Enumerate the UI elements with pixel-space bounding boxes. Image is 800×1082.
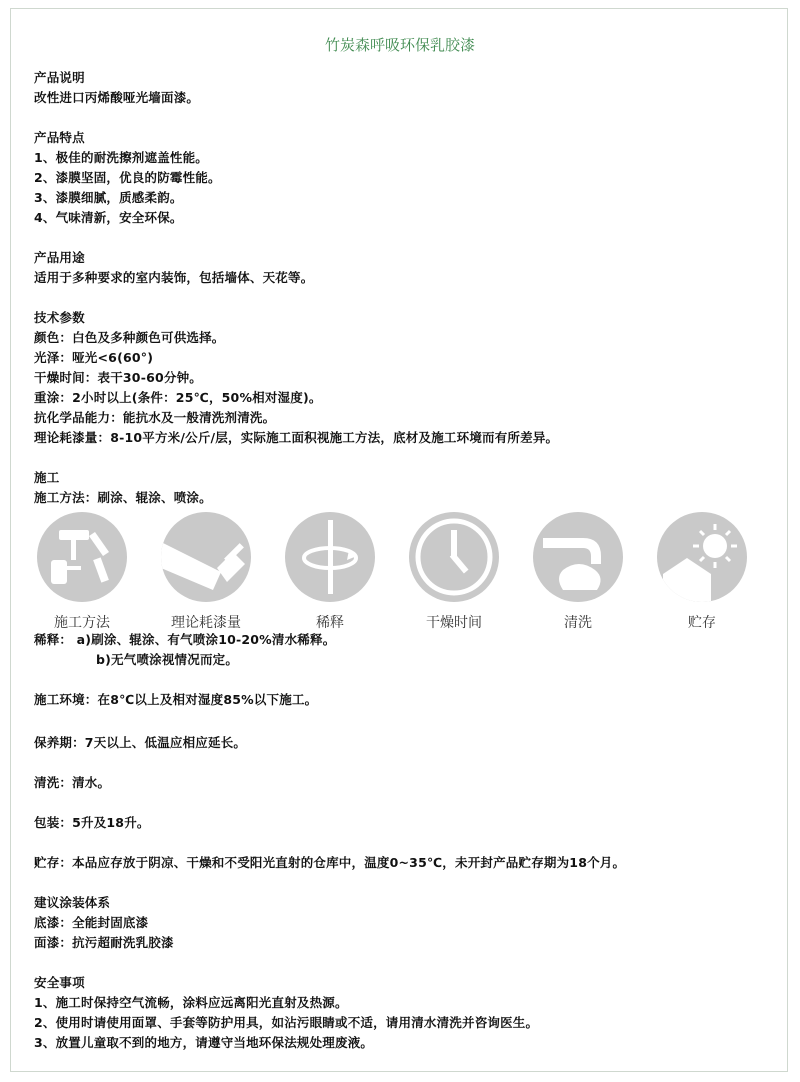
icon-item xyxy=(160,512,252,631)
paint-tools-icon xyxy=(37,512,127,602)
icon-label: 施工方法 xyxy=(54,615,110,631)
text-line: 清洗：清水。 xyxy=(34,775,111,790)
icon-item xyxy=(408,512,500,631)
icon-item xyxy=(284,512,376,631)
text-line: 1、施工时保持空气流畅，涂料应远离阳光直射及热源。 xyxy=(34,995,348,1010)
heading-system: 建议涂装体系 xyxy=(34,895,111,910)
icon-item xyxy=(656,512,748,631)
icon-label: 理论耗漆量 xyxy=(171,615,241,631)
text-line: 施工方法：刷涂、辊涂、喷涂。 xyxy=(34,490,212,505)
text-line: b)无气喷涂视情况而定。 xyxy=(96,652,239,667)
icon-label: 贮存 xyxy=(688,615,716,631)
text-line: 2、漆膜坚固，优良的防霉性能。 xyxy=(34,170,221,185)
icon-label: 清洗 xyxy=(564,615,592,631)
text-line: 光泽：哑光<6(60°) xyxy=(34,350,154,365)
faucet-icon xyxy=(533,512,623,602)
icon-item xyxy=(532,512,624,631)
text-line: 保养期：7天以上、低温应相应延长。 xyxy=(34,735,247,750)
page-title: 竹炭森呼吸环保乳胶漆 xyxy=(324,36,475,54)
text-line: 贮存：本品应存放于阴凉、干燥和不受阳光直射的仓库中，温度0~35℃，未开封产品贮存期为18个月。 xyxy=(34,855,626,870)
text-line: 颜色：白色及多种颜色可供选择。 xyxy=(34,330,225,345)
clock-icon xyxy=(409,512,499,602)
icon-label: 稀释 xyxy=(316,615,344,631)
paint-brush-icon xyxy=(161,512,251,602)
text-line: 稀释： a)刷涂、辊涂、有气喷涂10-20%清水稀释。 xyxy=(34,632,336,647)
heading-specs: 技术参数 xyxy=(34,310,85,325)
text-line: 施工环境：在8℃以上及相对湿度85%以下施工。 xyxy=(34,692,318,707)
heading-usage: 产品用途 xyxy=(34,250,85,265)
icon-label: 干燥时间 xyxy=(426,615,482,631)
text-line: 4、气味清新，安全环保。 xyxy=(34,210,183,225)
text-line: 包装：5升及18升。 xyxy=(34,815,150,830)
text-line: 抗化学品能力：能抗水及一般清洗剂清洗。 xyxy=(34,410,276,425)
heading-safety: 安全事项 xyxy=(34,975,85,990)
text-line: 面漆：抗污超耐洗乳胶漆 xyxy=(34,935,174,950)
text-line: 3、放置儿童取不到的地方，请遵守当地环保法规处理废液。 xyxy=(34,1035,374,1050)
text-line: 2、使用时请使用面罩、手套等防护用具，如沾污眼睛或不适，请用清水清洗并咨询医生。 xyxy=(34,1015,539,1030)
heading-application: 施工 xyxy=(34,470,60,485)
text-line: 3、漆膜细腻，质感柔韵。 xyxy=(34,190,183,205)
text-line: 重涂：2小时以上(条件：25℃，50%相对湿度)。 xyxy=(34,390,322,405)
text-line: 改性进口丙烯酸哑光墙面漆。 xyxy=(34,90,200,105)
icon-item xyxy=(36,512,128,631)
heading-features: 产品特点 xyxy=(34,130,85,145)
text-line: 底漆：全能封固底漆 xyxy=(34,915,149,930)
text-line: 干燥时间：表干30-60分钟。 xyxy=(34,370,202,385)
text-line: 理论耗漆量：8-10平方米/公斤/层，实际施工面积视施工方法，底材及施工环境而有所差异。 xyxy=(34,430,559,445)
heading-description: 产品说明 xyxy=(34,70,85,85)
icon-row xyxy=(36,512,776,642)
text-line: 适用于多种要求的室内装饰，包括墙体、天花等。 xyxy=(34,270,314,285)
storage-sun-icon xyxy=(657,512,747,602)
text-line: 1、极佳的耐洗擦剂遮盖性能。 xyxy=(34,150,208,165)
stir-icon xyxy=(285,512,375,602)
